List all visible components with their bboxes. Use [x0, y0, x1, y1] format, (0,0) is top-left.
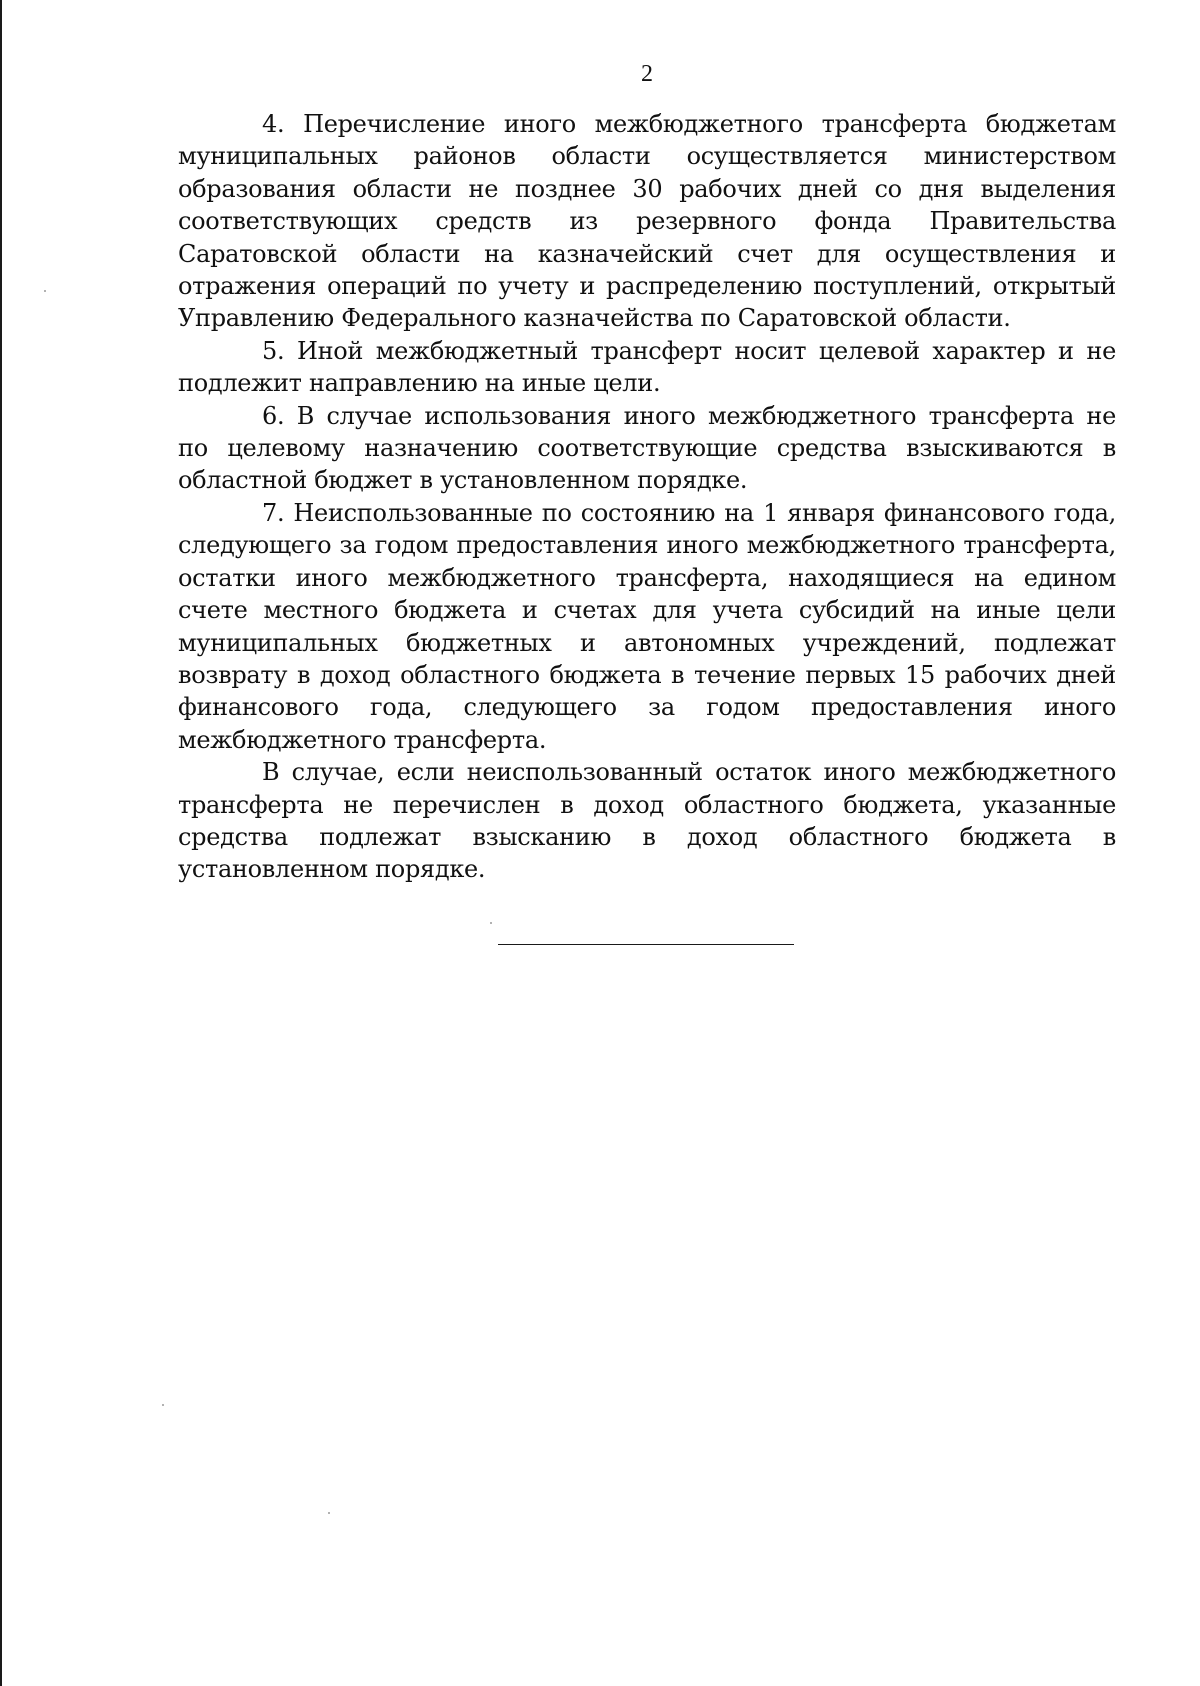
- end-separator-line: [498, 944, 794, 945]
- paragraph-4: 4. Перечисление иного межбюджетного трансферта бюджетам муниципальных районов области осуществляется министерством образования области не позднее 30 рабочих дней со дня выделения соответствующих средств из резервного фонда Правительства Саратовской области на казначейский счет для осуществления и отражения операций по учету и распределению поступлений, открытый Управлению Федерального казначейства по Саратовской области.: [178, 110, 1116, 333]
- page-number: 2: [641, 61, 653, 87]
- paragraph-7-continuation: В случае, если неиспользованный остаток иного межбюджетного трансферта не перечислен в доход областного бюджета, указанные средства подлежат взысканию в доход областного бюджета в установленном порядке.: [178, 758, 1116, 884]
- document-body: [178, 108, 1116, 886]
- paragraph-5: 5. Иной межбюджетный трансферт носит целевой характер и не подлежит направлению на иные цели.: [178, 336, 1116, 398]
- paragraph-7: 7. Неиспользованные по состоянию на 1 января финансового года, следующего за годом предоставления иного межбюджетного трансферта, остатки иного межбюджетного трансферта, находящиеся на едином счете местного бюджета и счетах для учета субсидий на иные цели муниципальных бюджетных и автономных учреждений, подлежат возврату в доход областного бюджета в течение первых 15 рабочих дней финансового года, следующего за годом предоставления иного межбюджетного трансферта.: [178, 498, 1116, 754]
- scan-speck: [44, 290, 46, 292]
- scan-speck: [162, 1404, 164, 1406]
- paragraph-6: 6. В случае использования иного межбюджетного трансферта не по целевому назначению соответствующие средства взыскиваются в областной бюджет в установленном порядке.: [178, 401, 1116, 495]
- scan-speck: [490, 922, 492, 924]
- scan-speck: [328, 1512, 330, 1514]
